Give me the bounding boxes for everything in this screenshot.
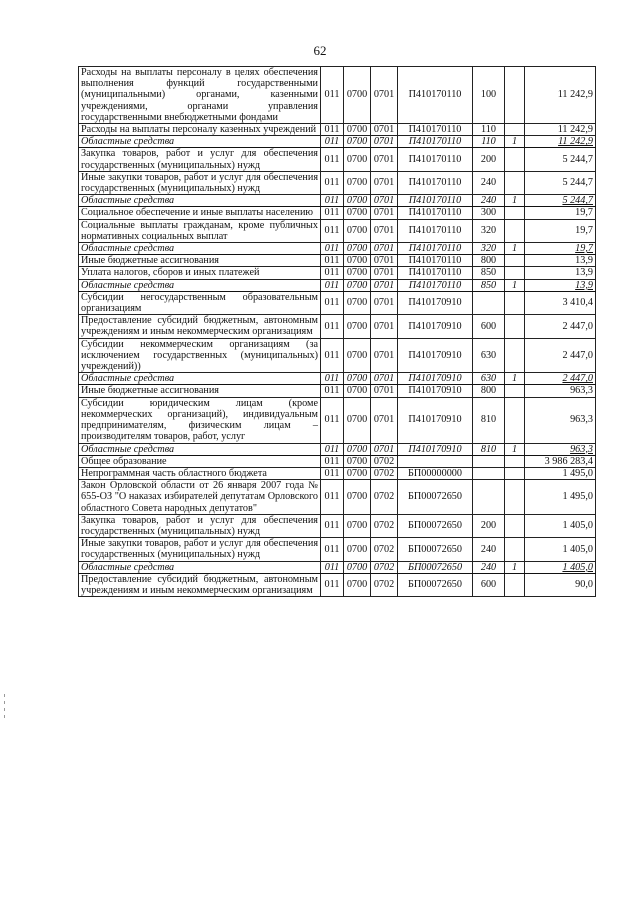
amount-cell: 13,9 bbox=[525, 267, 596, 279]
section-code-cell: 0700 bbox=[344, 291, 371, 314]
expense-type-cell: 320 bbox=[473, 243, 505, 255]
table-row bbox=[79, 207, 596, 219]
section-code-cell: 0700 bbox=[344, 538, 371, 561]
table-row bbox=[79, 480, 596, 515]
table-row bbox=[79, 255, 596, 267]
target-article-cell: БП00072650 bbox=[398, 480, 473, 515]
amount-cell: 19,7 bbox=[525, 243, 596, 255]
target-article-cell: П410170110 bbox=[398, 219, 473, 242]
admin-code-cell: 011 bbox=[321, 219, 344, 242]
target-article-cell: П410170910 bbox=[398, 385, 473, 397]
admin-code-cell: 011 bbox=[321, 385, 344, 397]
expense-type-cell bbox=[473, 291, 505, 314]
row-name-cell: Расходы на выплаты персоналу казенных учреждений bbox=[79, 124, 321, 136]
amount-cell: 13,9 bbox=[525, 279, 596, 291]
target-article-cell: БП00072650 bbox=[398, 514, 473, 537]
subsection-code-cell: 0701 bbox=[371, 67, 398, 124]
subsection-code-cell: 0702 bbox=[371, 514, 398, 537]
amount-cell: 963,3 bbox=[525, 397, 596, 443]
funding-source-cell bbox=[505, 219, 525, 242]
amount-cell: 3 410,4 bbox=[525, 291, 596, 314]
admin-code-cell: 011 bbox=[321, 315, 344, 338]
subsection-code-cell: 0701 bbox=[371, 397, 398, 443]
row-name-cell: Областные средства bbox=[79, 373, 321, 385]
row-name-cell: Уплата налогов, сборов и иных платежей bbox=[79, 267, 321, 279]
row-name-cell: Областные средства bbox=[79, 243, 321, 255]
expense-type-cell bbox=[473, 455, 505, 467]
row-name-cell: Иные бюджетные ассигнования bbox=[79, 255, 321, 267]
table-row bbox=[79, 136, 596, 148]
target-article-cell: П410170110 bbox=[398, 243, 473, 255]
section-code-cell: 0700 bbox=[344, 171, 371, 194]
table-row bbox=[79, 561, 596, 573]
target-article-cell: БП00000000 bbox=[398, 467, 473, 479]
subsection-code-cell: 0701 bbox=[371, 315, 398, 338]
row-name-cell: Социальные выплаты гражданам, кроме публичных нормативных социальных выплат bbox=[79, 219, 321, 242]
expense-type-cell: 600 bbox=[473, 315, 505, 338]
section-code-cell: 0700 bbox=[344, 315, 371, 338]
subsection-code-cell: 0701 bbox=[371, 171, 398, 194]
funding-source-cell bbox=[505, 255, 525, 267]
row-name-cell: Предоставление субсидий бюджетным, автономным учреждениям и иным некоммерческим организациям bbox=[79, 573, 321, 596]
row-name-cell: Субсидии юридическим лицам (кроме некоммерческих организаций), индивидуальным предпринимателям, физическим лицам – производителям товаров, работ, услуг bbox=[79, 397, 321, 443]
row-name-cell: Субсидии негосударственным образовательным организациям bbox=[79, 291, 321, 314]
row-name-cell: Субсидии некоммерческим организациям (за исключением государственных (муниципальных) учреждений)) bbox=[79, 338, 321, 373]
section-code-cell: 0700 bbox=[344, 148, 371, 171]
table-row bbox=[79, 467, 596, 479]
admin-code-cell: 011 bbox=[321, 373, 344, 385]
page-number: 62 bbox=[313, 43, 327, 58]
funding-source-cell: 1 bbox=[505, 279, 525, 291]
amount-cell: 2 447,0 bbox=[525, 315, 596, 338]
row-name-cell: Закупка товаров, работ и услуг для обеспечения государственных (муниципальных) нужд bbox=[79, 148, 321, 171]
section-code-cell: 0700 bbox=[344, 124, 371, 136]
admin-code-cell: 011 bbox=[321, 243, 344, 255]
row-name-cell: Закон Орловской области от 26 января 2007 года № 655-ОЗ "О наказах избирателей депутатам Орловского областного Совета народных депутатов" bbox=[79, 480, 321, 515]
table-row bbox=[79, 397, 596, 443]
target-article-cell: П410170110 bbox=[398, 67, 473, 124]
expense-type-cell: 630 bbox=[473, 373, 505, 385]
subsection-code-cell: 0701 bbox=[371, 279, 398, 291]
row-name-cell: Иные закупки товаров, работ и услуг для обеспечения государственных (муниципальных) нужд bbox=[79, 538, 321, 561]
target-article-cell: П410170110 bbox=[398, 267, 473, 279]
subsection-code-cell: 0701 bbox=[371, 148, 398, 171]
row-name-cell: Предоставление субсидий бюджетным, автономным учреждениям и иным некоммерческим организациям bbox=[79, 315, 321, 338]
admin-code-cell: 011 bbox=[321, 514, 344, 537]
amount-cell: 5 244,7 bbox=[525, 148, 596, 171]
row-name-cell: Областные средства bbox=[79, 195, 321, 207]
funding-source-cell: 1 bbox=[505, 561, 525, 573]
admin-code-cell: 011 bbox=[321, 171, 344, 194]
section-code-cell: 0700 bbox=[344, 573, 371, 596]
table-row bbox=[79, 67, 596, 124]
section-code-cell: 0700 bbox=[344, 195, 371, 207]
amount-cell: 3 986 283,4 bbox=[525, 455, 596, 467]
target-article-cell: П410170910 bbox=[398, 291, 473, 314]
section-code-cell: 0700 bbox=[344, 514, 371, 537]
expense-type-cell: 110 bbox=[473, 124, 505, 136]
table-row bbox=[79, 385, 596, 397]
funding-source-cell bbox=[505, 291, 525, 314]
section-code-cell: 0700 bbox=[344, 255, 371, 267]
amount-cell: 11 242,9 bbox=[525, 124, 596, 136]
target-article-cell: П410170910 bbox=[398, 397, 473, 443]
target-article-cell: БП00072650 bbox=[398, 561, 473, 573]
subsection-code-cell: 0701 bbox=[371, 443, 398, 455]
amount-cell: 963,3 bbox=[525, 443, 596, 455]
funding-source-cell bbox=[505, 67, 525, 124]
table-row bbox=[79, 538, 596, 561]
section-code-cell: 0700 bbox=[344, 397, 371, 443]
expense-type-cell: 800 bbox=[473, 255, 505, 267]
funding-source-cell: 1 bbox=[505, 373, 525, 385]
subsection-code-cell: 0701 bbox=[371, 255, 398, 267]
table-row bbox=[79, 171, 596, 194]
amount-cell: 5 244,7 bbox=[525, 171, 596, 194]
target-article-cell: П410170110 bbox=[398, 255, 473, 267]
admin-code-cell: 011 bbox=[321, 538, 344, 561]
target-article-cell: П410170110 bbox=[398, 279, 473, 291]
table-row bbox=[79, 219, 596, 242]
admin-code-cell: 011 bbox=[321, 561, 344, 573]
table-row bbox=[79, 443, 596, 455]
row-name-cell: Иные бюджетные ассигнования bbox=[79, 385, 321, 397]
admin-code-cell: 011 bbox=[321, 338, 344, 373]
expense-type-cell: 630 bbox=[473, 338, 505, 373]
admin-code-cell: 011 bbox=[321, 67, 344, 124]
expense-type-cell: 240 bbox=[473, 561, 505, 573]
section-code-cell: 0700 bbox=[344, 67, 371, 124]
target-article-cell: П410170110 bbox=[398, 148, 473, 171]
funding-source-cell bbox=[505, 538, 525, 561]
target-article-cell bbox=[398, 455, 473, 467]
funding-source-cell bbox=[505, 397, 525, 443]
row-name-cell: Областные средства bbox=[79, 443, 321, 455]
budget-table bbox=[78, 66, 596, 597]
amount-cell: 1 495,0 bbox=[525, 467, 596, 479]
target-article-cell: П410170110 bbox=[398, 207, 473, 219]
funding-source-cell: 1 bbox=[505, 443, 525, 455]
table-row bbox=[79, 267, 596, 279]
amount-cell: 1 405,0 bbox=[525, 514, 596, 537]
expense-type-cell: 810 bbox=[473, 397, 505, 443]
table-row bbox=[79, 124, 596, 136]
section-code-cell: 0700 bbox=[344, 279, 371, 291]
section-code-cell: 0700 bbox=[344, 561, 371, 573]
admin-code-cell: 011 bbox=[321, 255, 344, 267]
admin-code-cell: 011 bbox=[321, 124, 344, 136]
amount-cell: 19,7 bbox=[525, 207, 596, 219]
admin-code-cell: 011 bbox=[321, 148, 344, 171]
target-article-cell: П410170110 bbox=[398, 124, 473, 136]
section-code-cell: 0700 bbox=[344, 136, 371, 148]
subsection-code-cell: 0701 bbox=[371, 338, 398, 373]
table-row bbox=[79, 373, 596, 385]
expense-type-cell: 110 bbox=[473, 136, 505, 148]
expense-type-cell: 320 bbox=[473, 219, 505, 242]
admin-code-cell: 011 bbox=[321, 480, 344, 515]
expense-type-cell: 850 bbox=[473, 279, 505, 291]
section-code-cell: 0700 bbox=[344, 467, 371, 479]
target-article-cell: БП00072650 bbox=[398, 538, 473, 561]
subsection-code-cell: 0702 bbox=[371, 538, 398, 561]
expense-type-cell bbox=[473, 467, 505, 479]
row-name-cell: Иные закупки товаров, работ и услуг для обеспечения государственных (муниципальных) нужд bbox=[79, 171, 321, 194]
table-row bbox=[79, 243, 596, 255]
expense-type-cell: 800 bbox=[473, 385, 505, 397]
expense-type-cell: 200 bbox=[473, 148, 505, 171]
subsection-code-cell: 0701 bbox=[371, 124, 398, 136]
expense-type-cell: 240 bbox=[473, 195, 505, 207]
admin-code-cell: 011 bbox=[321, 467, 344, 479]
subsection-code-cell: 0701 bbox=[371, 207, 398, 219]
admin-code-cell: 011 bbox=[321, 443, 344, 455]
table-row bbox=[79, 148, 596, 171]
target-article-cell: П410170110 bbox=[398, 171, 473, 194]
funding-source-cell bbox=[505, 267, 525, 279]
subsection-code-cell: 0701 bbox=[371, 219, 398, 242]
admin-code-cell: 011 bbox=[321, 279, 344, 291]
table-row bbox=[79, 291, 596, 314]
amount-cell: 963,3 bbox=[525, 385, 596, 397]
subsection-code-cell: 0701 bbox=[371, 291, 398, 314]
table-row bbox=[79, 514, 596, 537]
expense-type-cell: 200 bbox=[473, 514, 505, 537]
expense-type-cell bbox=[473, 480, 505, 515]
funding-source-cell bbox=[505, 385, 525, 397]
target-article-cell: П410170110 bbox=[398, 136, 473, 148]
subsection-code-cell: 0702 bbox=[371, 467, 398, 479]
scan-margin-marks bbox=[2, 690, 8, 730]
funding-source-cell bbox=[505, 171, 525, 194]
target-article-cell: П410170910 bbox=[398, 373, 473, 385]
amount-cell: 90,0 bbox=[525, 573, 596, 596]
expense-type-cell: 850 bbox=[473, 267, 505, 279]
funding-source-cell bbox=[505, 514, 525, 537]
funding-source-cell bbox=[505, 467, 525, 479]
table-row bbox=[79, 455, 596, 467]
section-code-cell: 0700 bbox=[344, 455, 371, 467]
subsection-code-cell: 0701 bbox=[371, 136, 398, 148]
row-name-cell: Общее образование bbox=[79, 455, 321, 467]
funding-source-cell bbox=[505, 124, 525, 136]
subsection-code-cell: 0702 bbox=[371, 573, 398, 596]
funding-source-cell bbox=[505, 148, 525, 171]
subsection-code-cell: 0701 bbox=[371, 243, 398, 255]
row-name-cell: Областные средства bbox=[79, 136, 321, 148]
amount-cell: 11 242,9 bbox=[525, 136, 596, 148]
funding-source-cell: 1 bbox=[505, 136, 525, 148]
amount-cell: 1 405,0 bbox=[525, 561, 596, 573]
target-article-cell: П410170910 bbox=[398, 443, 473, 455]
admin-code-cell: 011 bbox=[321, 267, 344, 279]
amount-cell: 2 447,0 bbox=[525, 373, 596, 385]
subsection-code-cell: 0702 bbox=[371, 455, 398, 467]
amount-cell: 1 495,0 bbox=[525, 480, 596, 515]
subsection-code-cell: 0701 bbox=[371, 267, 398, 279]
table-row bbox=[79, 338, 596, 373]
row-name-cell: Непрограммная часть областного бюджета bbox=[79, 467, 321, 479]
admin-code-cell: 011 bbox=[321, 195, 344, 207]
section-code-cell: 0700 bbox=[344, 243, 371, 255]
funding-source-cell bbox=[505, 573, 525, 596]
admin-code-cell: 011 bbox=[321, 207, 344, 219]
section-code-cell: 0700 bbox=[344, 373, 371, 385]
section-code-cell: 0700 bbox=[344, 219, 371, 242]
target-article-cell: П410170110 bbox=[398, 195, 473, 207]
admin-code-cell: 011 bbox=[321, 136, 344, 148]
amount-cell: 1 405,0 bbox=[525, 538, 596, 561]
subsection-code-cell: 0701 bbox=[371, 385, 398, 397]
funding-source-cell: 1 bbox=[505, 195, 525, 207]
expense-type-cell: 810 bbox=[473, 443, 505, 455]
amount-cell: 2 447,0 bbox=[525, 338, 596, 373]
row-name-cell: Областные средства bbox=[79, 279, 321, 291]
subsection-code-cell: 0702 bbox=[371, 561, 398, 573]
row-name-cell: Социальное обеспечение и иные выплаты населению bbox=[79, 207, 321, 219]
funding-source-cell bbox=[505, 480, 525, 515]
table-row bbox=[79, 279, 596, 291]
amount-cell: 11 242,9 bbox=[525, 67, 596, 124]
amount-cell: 19,7 bbox=[525, 219, 596, 242]
expense-type-cell: 100 bbox=[473, 67, 505, 124]
expense-type-cell: 240 bbox=[473, 538, 505, 561]
target-article-cell: П410170910 bbox=[398, 338, 473, 373]
amount-cell: 13,9 bbox=[525, 255, 596, 267]
funding-source-cell bbox=[505, 338, 525, 373]
table-row bbox=[79, 315, 596, 338]
section-code-cell: 0700 bbox=[344, 480, 371, 515]
subsection-code-cell: 0702 bbox=[371, 480, 398, 515]
row-name-cell: Закупка товаров, работ и услуг для обеспечения государственных (муниципальных) нужд bbox=[79, 514, 321, 537]
row-name-cell: Областные средства bbox=[79, 561, 321, 573]
funding-source-cell bbox=[505, 315, 525, 338]
amount-cell: 5 244,7 bbox=[525, 195, 596, 207]
section-code-cell: 0700 bbox=[344, 207, 371, 219]
funding-source-cell bbox=[505, 455, 525, 467]
admin-code-cell: 011 bbox=[321, 291, 344, 314]
funding-source-cell bbox=[505, 207, 525, 219]
expense-type-cell: 240 bbox=[473, 171, 505, 194]
section-code-cell: 0700 bbox=[344, 443, 371, 455]
admin-code-cell: 011 bbox=[321, 573, 344, 596]
funding-source-cell: 1 bbox=[505, 243, 525, 255]
section-code-cell: 0700 bbox=[344, 338, 371, 373]
target-article-cell: БП00072650 bbox=[398, 573, 473, 596]
table-row bbox=[79, 573, 596, 596]
admin-code-cell: 011 bbox=[321, 397, 344, 443]
expense-type-cell: 300 bbox=[473, 207, 505, 219]
section-code-cell: 0700 bbox=[344, 385, 371, 397]
admin-code-cell: 011 bbox=[321, 455, 344, 467]
subsection-code-cell: 0701 bbox=[371, 373, 398, 385]
target-article-cell: П410170910 bbox=[398, 315, 473, 338]
table-row bbox=[79, 195, 596, 207]
section-code-cell: 0700 bbox=[344, 267, 371, 279]
row-name-cell: Расходы на выплаты персоналу в целях обеспечения выполнения функций государственными (муниципальными) органами, казенными учреждениями, органами управления государственными внебюджетными фондами bbox=[79, 67, 321, 124]
subsection-code-cell: 0701 bbox=[371, 195, 398, 207]
expense-type-cell: 600 bbox=[473, 573, 505, 596]
